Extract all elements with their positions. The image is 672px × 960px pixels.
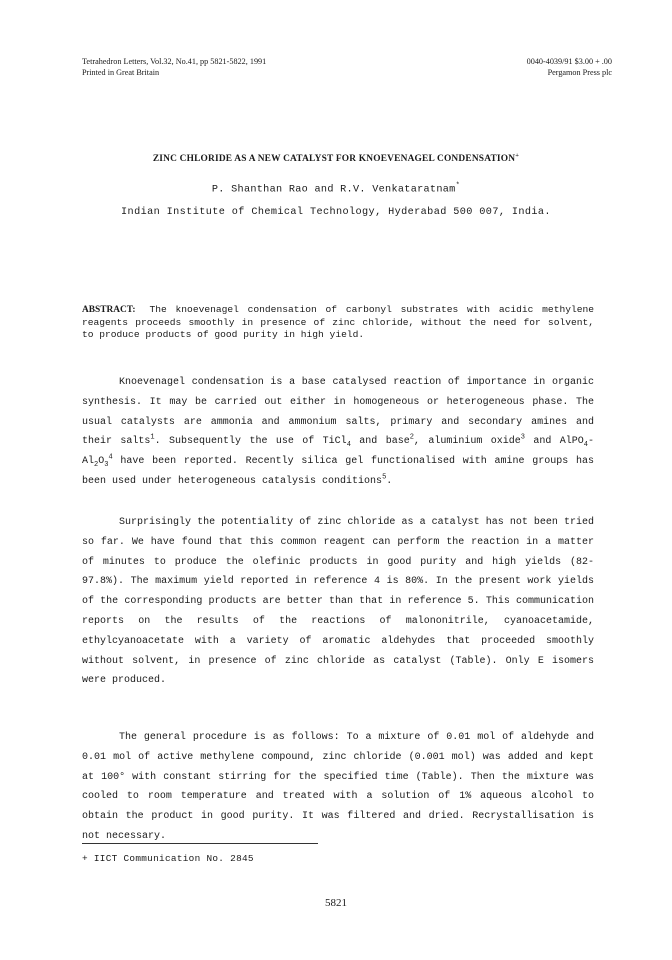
abstract-text: The knoevenagel condensation of carbonyl substrates with acidic methylene reagents proceeds smoothly in presence of zinc chloride, without the need for solvent, to produce products of good purity in high yield. bbox=[82, 304, 594, 341]
journal-header bbox=[82, 56, 266, 78]
abstract-label: ABSTRACT: bbox=[82, 305, 136, 315]
subscript: 4 bbox=[583, 441, 588, 450]
reference-marker: 2 bbox=[409, 434, 414, 443]
reference-marker: 4 bbox=[108, 453, 113, 462]
paragraph-findings: Surprisingly the potentiality of zinc chloride as a catalyst has not been tried so far. We have found that this common reagent can perform the reaction in a matter of minutes to produce the olefinic products in good purity and high yields (82-97.8%). The maximum yield reported in reference 4 is 80%. In the present work yields of the corresponding products are better than that in reference 5. This communication reports on the results of the reactions of malononitrile, cyanoacetamide, ethylcyanoacetate with a variety of aromatic aldehydes that proceeded smoothly without solvent, in presence of zinc chloride as catalyst (Table). Only E isomers were produced. bbox=[82, 517, 594, 687]
text-run: , aluminium oxide bbox=[413, 436, 521, 448]
page-number: 5821 bbox=[325, 897, 347, 909]
corresponding-mark: * bbox=[455, 182, 461, 190]
author-line bbox=[0, 180, 672, 196]
abstract bbox=[82, 304, 594, 342]
text-run: Knoevenagel condensation is a base catalysed reaction of importance in organic synthesis. It may be carried out either in homogeneous or heterogeneous phase. The usual catalysts are ammonia and ammonium salts, primary and secondary amines and their salts bbox=[82, 377, 594, 448]
reference-marker: 1 bbox=[150, 434, 155, 443]
text-run: . bbox=[386, 475, 393, 487]
subscript: 2 bbox=[94, 461, 99, 470]
text-run: -Al bbox=[82, 436, 594, 468]
text-run: O bbox=[98, 456, 105, 468]
affiliation: Indian Institute of Chemical Technology, Hyderabad 500 007, India. bbox=[121, 207, 551, 218]
text-run: . Subsequently the use of TiCl bbox=[154, 436, 347, 448]
publisher-header bbox=[527, 56, 612, 78]
reference-marker: 3 bbox=[520, 434, 525, 443]
printed-in: Printed in Great Britain bbox=[82, 68, 160, 77]
footnote-rule bbox=[82, 843, 318, 844]
title-text: ZINC CHLORIDE AS A NEW CATALYST FOR KNOEVENAGEL CONDENSATION bbox=[152, 154, 516, 165]
subscript: 3 bbox=[104, 461, 109, 470]
text-run: and base bbox=[350, 436, 410, 448]
journal-citation: Tetrahedron Letters, Vol.32, No.41, pp 5821-5822, 1991 bbox=[82, 57, 267, 66]
paper-title bbox=[0, 152, 672, 164]
paragraph-intro bbox=[82, 373, 594, 492]
text-run: and AlPO bbox=[524, 436, 584, 448]
subscript: 4 bbox=[346, 441, 351, 450]
authors-text: P. Shanthan Rao and R.V. Venkataratnam bbox=[211, 184, 456, 196]
publisher-name: Pergamon Press plc bbox=[547, 68, 612, 77]
paragraph-procedure: The general procedure is as follows: To a mixture of 0.01 mol of aldehyde and 0.01 mol of active methylene compound, zinc chloride (0.001 mol) was added and kept at 100° with constant stirring for the specified time (Table). Then the mixture was cooled to room temperature and treated with a solution of 1% aqueous alcohol to obtain the product in good purity. It was filtered and dried. Recrystallisation is not necessary. bbox=[82, 732, 594, 842]
text-run: have been reported. Recently silica gel functionalised with amine groups has been used under heterogeneous catalysis conditions bbox=[82, 456, 594, 487]
footnote: + IICT Communication No. 2845 bbox=[82, 853, 254, 864]
title-footnote-mark: + bbox=[515, 152, 520, 159]
issn-price: 0040-4039/91 $3.00 + .00 bbox=[526, 57, 612, 66]
reference-marker: 5 bbox=[382, 473, 387, 482]
